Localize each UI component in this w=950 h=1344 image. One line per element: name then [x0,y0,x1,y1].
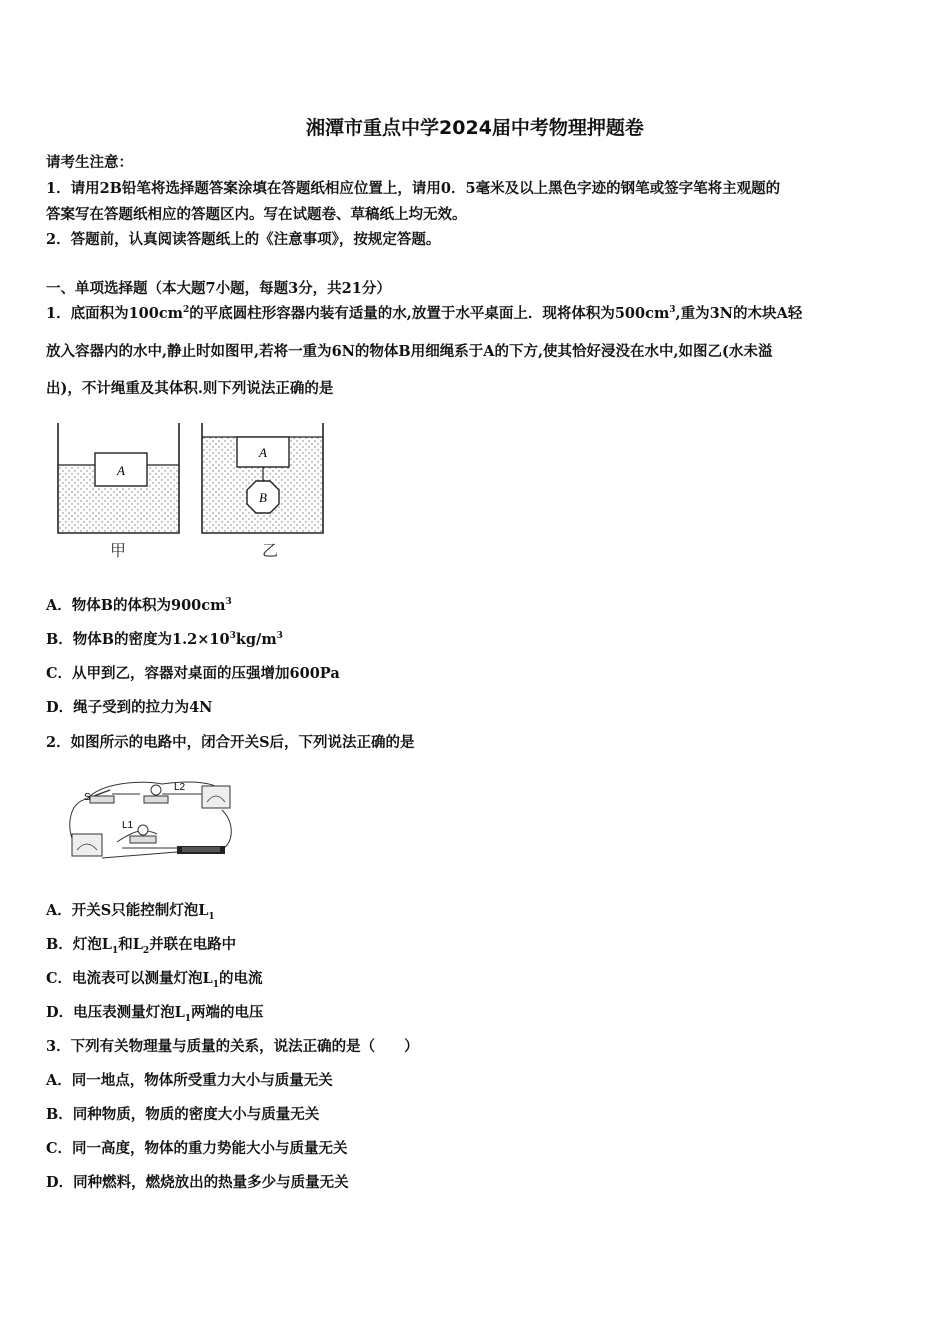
q1-option-a: A．物体B的体积为$900cm^3$ [46,597,232,614]
figure-label-jia: 甲 [109,541,127,560]
voltmeter-top-right [202,786,230,808]
q2-option-a: A．开关S只能控制灯泡$L_1$ [46,902,215,922]
container-right [202,423,323,533]
q1-option-c: C．从甲到乙，容器对桌面的压强增加600Pa [46,665,340,682]
q1-stem-line-3: 出)，不计绳重及其体积.则下列说法正确的是 [46,380,334,397]
q2-option-b: B．灯泡$L_1$和$L_2$并联在电路中 [46,936,237,956]
block-a-label-right: A [259,445,267,460]
notice-item-2: 2．答题前，认真阅读答题纸上的《注意事项》，按规定答题。 [46,231,441,248]
container-left [58,423,179,533]
notice-item-1-line-2: 答案写在答题纸相应的答题区内。写在试题卷、草稿纸上均无效。 [46,206,467,223]
q3-option-d: D．同种燃料，燃烧放出的热量多少与质量无关 [46,1174,349,1191]
switch-s [84,790,114,803]
block-b-label: B [259,490,267,505]
q1-figure [52,418,332,563]
switch-label: S [84,792,91,803]
q1-stem-line-1: 1．底面积为$100cm^2$的平底圆柱形容器内装有适量的水,放置于水平桌面上．现将体积为$500cm^3$,重为3N的木块A轻 [46,305,803,322]
q3-option-c: C．同一高度，物体的重力势能大小与质量无关 [46,1140,348,1157]
q3-option-b: B．同种物质，物质的密度大小与质量无关 [46,1106,320,1123]
notice-heading: 请考生注意： [46,154,133,171]
figure-label-yi: 乙 [261,541,279,560]
notice-item-1-line-1: 1．请用2B铅笔将选择题答案涂填在答题纸相应位置上，请用0．5毫米及以上黑色字迹的钢笔或签字笔将主观题的 [46,180,781,197]
section-1-heading: 一、单项选择题（本大题7小题，每题3分，共21分） [46,280,391,297]
lamp-l2 [144,782,186,803]
q3-option-a: A．同一地点，物体所受重力大小与质量无关 [46,1072,333,1089]
q1-option-d: D．绳子受到的拉力为4N [46,699,213,716]
q2-circuit-figure [62,772,242,864]
q2-option-c: C．电流表可以测量灯泡$L_1$的电流 [46,970,263,990]
q1-option-b: B．物体B的密度为$1.2\times 10^3kg/m^3$ [46,631,283,648]
q2-option-d: D．电压表测量灯泡$L_1$两端的电压 [46,1004,264,1024]
q1-stem-line-2: 放入容器内的水中,静止时如图甲,若将一重为6N的物体B用细绳系于A的下方,使其恰好浸没在水中,如图乙(水未溢 [46,343,773,360]
l1-label: L1 [122,820,134,831]
page-title: 湘潭市重点中学2024届中考物理押题卷 [306,117,644,139]
battery [177,846,225,854]
ammeter-bottom-left [72,834,102,856]
q2-stem: 2．如图所示的电路中，闭合开关S后，下列说法正确的是 [46,734,415,751]
q3-stem: 3．下列有关物理量与质量的关系，说法正确的是（ ） [46,1038,419,1055]
l2-label: L2 [174,782,186,793]
block-a-label: A [117,463,125,478]
